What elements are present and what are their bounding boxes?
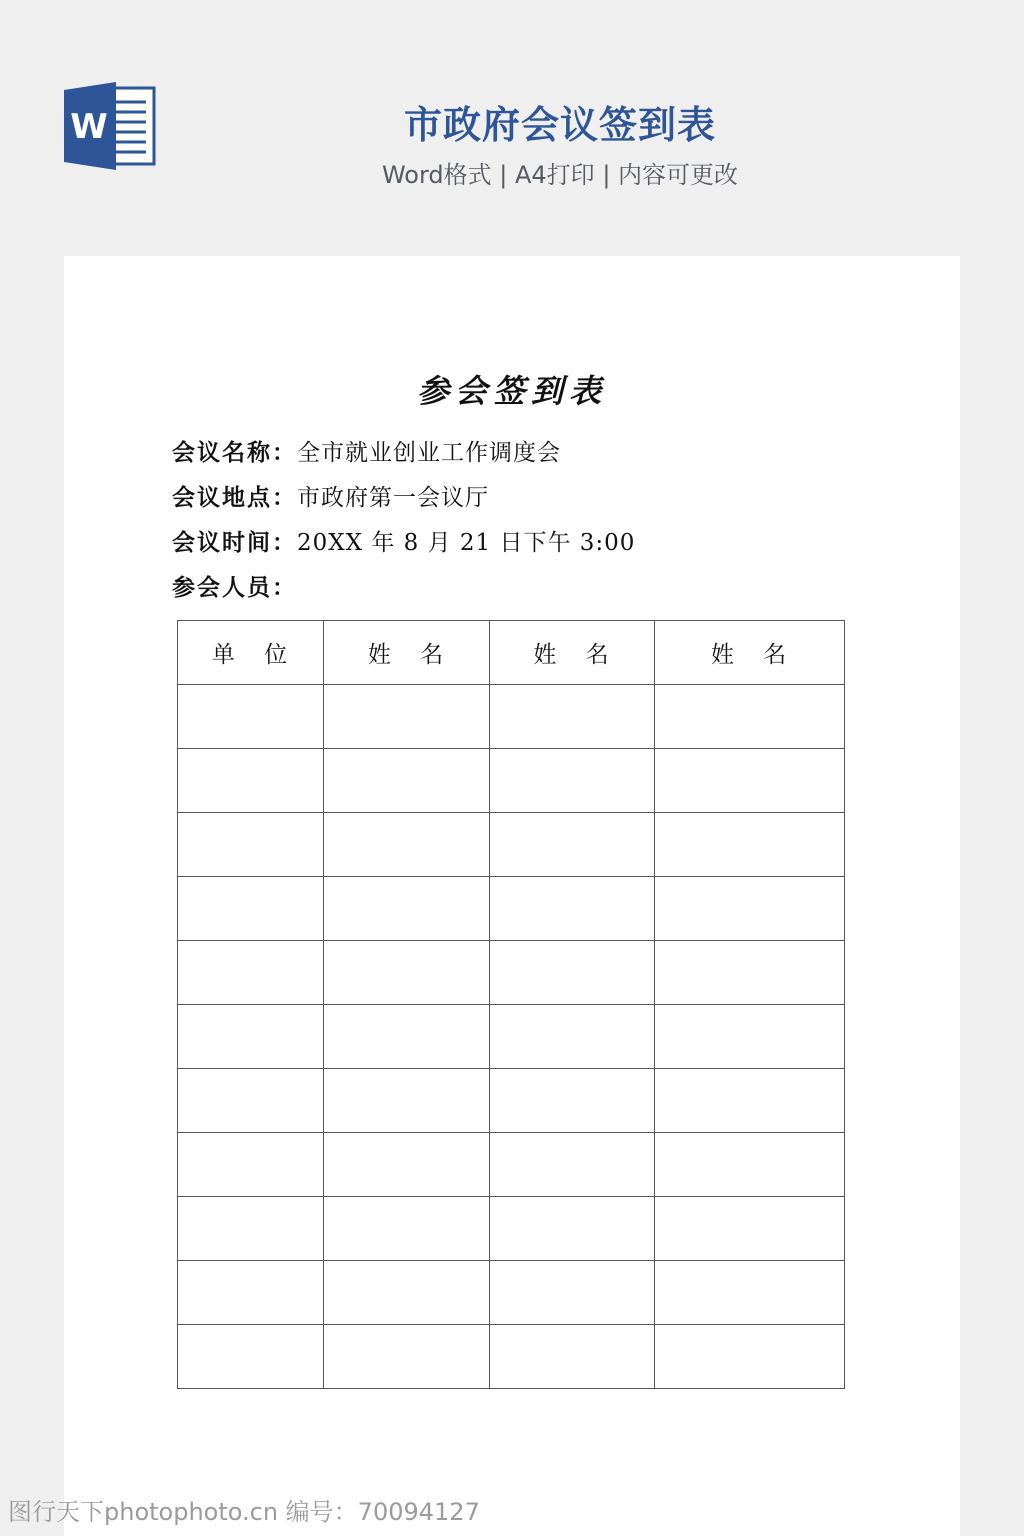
table-cell bbox=[655, 685, 845, 749]
table-cell bbox=[178, 1261, 324, 1325]
table-row bbox=[178, 685, 845, 749]
table-cell bbox=[324, 1197, 490, 1261]
document-title: 参会签到表 bbox=[416, 372, 607, 410]
banner-subtitle: Word格式 | A4打印 | 内容可更改 bbox=[381, 161, 739, 189]
table-cell bbox=[324, 941, 490, 1005]
header-name-3: 姓 名 bbox=[655, 621, 845, 685]
table-row bbox=[178, 1261, 845, 1325]
table-cell bbox=[655, 1005, 845, 1069]
table-cell bbox=[655, 813, 845, 877]
table-cell bbox=[178, 813, 324, 877]
table-row bbox=[178, 813, 845, 877]
table-cell bbox=[324, 1261, 490, 1325]
table-cell bbox=[490, 1261, 655, 1325]
table-cell bbox=[178, 685, 324, 749]
table-header-row bbox=[178, 621, 845, 685]
table-cell bbox=[178, 1325, 324, 1389]
table-row bbox=[178, 1133, 845, 1197]
table-row bbox=[178, 1005, 845, 1069]
document-page bbox=[64, 256, 960, 1536]
field-label: 会议名称： bbox=[172, 439, 297, 466]
table-cell bbox=[490, 877, 655, 941]
table-cell bbox=[655, 1261, 845, 1325]
field-label: 参会人员： bbox=[172, 574, 297, 601]
table-cell bbox=[490, 1325, 655, 1389]
table-cell bbox=[655, 877, 845, 941]
table-cell bbox=[324, 1325, 490, 1389]
field-attendees bbox=[172, 569, 297, 602]
field-meeting-location bbox=[172, 479, 489, 512]
table-row bbox=[178, 941, 845, 1005]
table-cell bbox=[178, 749, 324, 813]
table-cell bbox=[490, 1133, 655, 1197]
table-cell bbox=[490, 685, 655, 749]
table-cell bbox=[655, 1133, 845, 1197]
table-row bbox=[178, 749, 845, 813]
table-cell bbox=[178, 1197, 324, 1261]
table-cell bbox=[655, 749, 845, 813]
banner-title: 市政府会议签到表 bbox=[403, 103, 716, 147]
header-name-2: 姓 名 bbox=[490, 621, 655, 685]
table-cell bbox=[490, 941, 655, 1005]
table-cell bbox=[490, 813, 655, 877]
table-cell bbox=[178, 1069, 324, 1133]
field-label: 会议地点： bbox=[172, 484, 297, 511]
table-cell bbox=[655, 1069, 845, 1133]
table-cell bbox=[178, 941, 324, 1005]
table-cell bbox=[490, 1197, 655, 1261]
field-label: 会议时间： bbox=[172, 529, 297, 556]
field-meeting-name bbox=[172, 434, 561, 467]
signin-table bbox=[177, 620, 845, 1389]
table-cell bbox=[324, 685, 490, 749]
table-cell bbox=[324, 1069, 490, 1133]
table-row bbox=[178, 877, 845, 941]
table-cell bbox=[178, 1005, 324, 1069]
table-cell bbox=[490, 1069, 655, 1133]
table-cell bbox=[490, 749, 655, 813]
table-cell bbox=[655, 941, 845, 1005]
table-cell bbox=[324, 813, 490, 877]
table-row bbox=[178, 1069, 845, 1133]
table-body bbox=[178, 685, 845, 1389]
watermark: 图行天下photophoto.cn 编号：70094127 bbox=[8, 1498, 480, 1526]
table-cell bbox=[490, 1005, 655, 1069]
banner bbox=[0, 0, 1024, 230]
table-cell bbox=[178, 877, 324, 941]
table-cell bbox=[178, 1133, 324, 1197]
table-row bbox=[178, 1197, 845, 1261]
field-meeting-time bbox=[172, 524, 635, 557]
table-cell bbox=[655, 1325, 845, 1389]
table-row bbox=[178, 1325, 845, 1389]
table-cell bbox=[655, 1197, 845, 1261]
header-unit: 单 位 bbox=[178, 621, 324, 685]
table-cell bbox=[324, 877, 490, 941]
table-cell bbox=[324, 749, 490, 813]
table-cell bbox=[324, 1133, 490, 1197]
word-document-icon bbox=[64, 82, 156, 170]
field-value: 全市就业创业工作调度会 bbox=[297, 440, 561, 466]
header-name-1: 姓 名 bbox=[324, 621, 490, 685]
field-value: 20XX 年 8 月 21 日下午 3:00 bbox=[297, 530, 636, 556]
table-cell bbox=[324, 1005, 490, 1069]
field-value: 市政府第一会议厅 bbox=[297, 485, 489, 511]
svg-text:W: W bbox=[70, 107, 108, 147]
